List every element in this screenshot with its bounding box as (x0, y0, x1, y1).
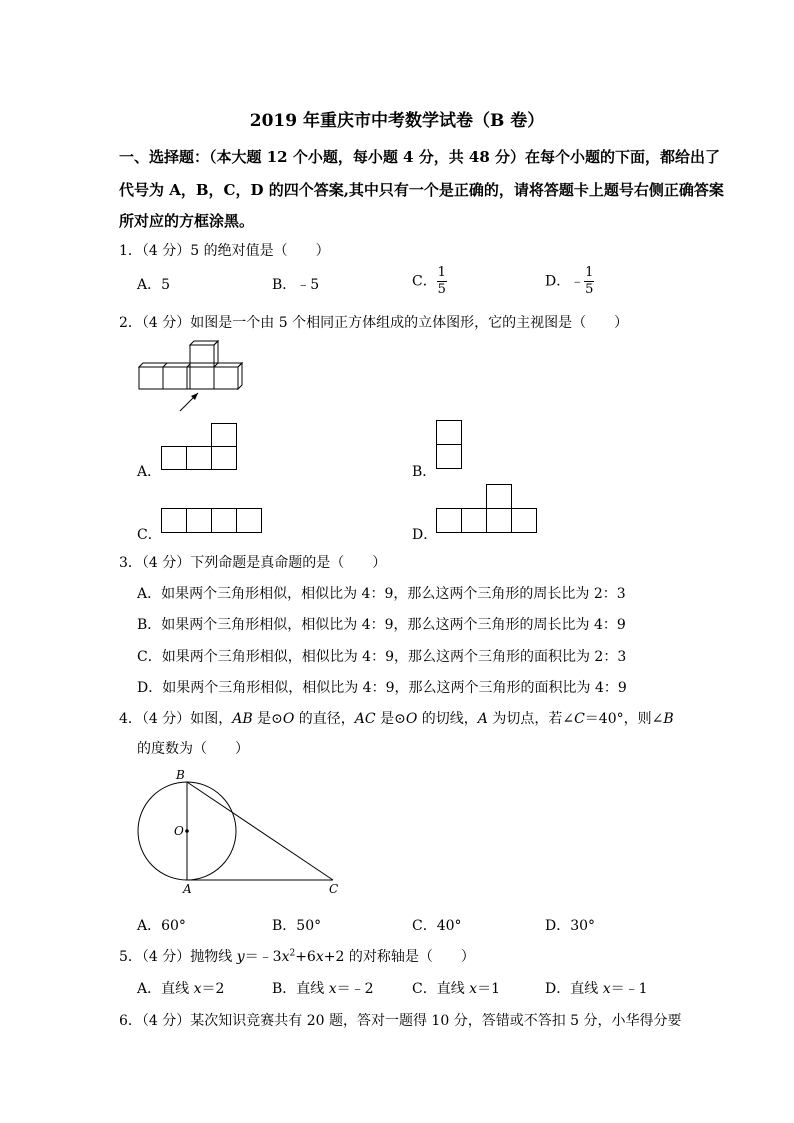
fraction-denominator: 5 (437, 282, 446, 297)
q4-option-a[interactable]: A．60° (137, 918, 186, 934)
text-run: A．直线 (137, 981, 194, 997)
q4-option-b[interactable]: B．50° (272, 918, 322, 934)
q3-option-c[interactable]: C．如果两个三角形相似，相似比为 4：9，那么这两个三角形的面积比为 2：3 (137, 649, 627, 665)
q2-option-d-view (436, 483, 540, 537)
q2-option-d[interactable]: D． (412, 527, 438, 543)
text-run: ＝﹣3 (244, 949, 282, 965)
point-c-label: C (329, 882, 339, 896)
point-o-label: O (174, 824, 184, 838)
text-run: B．直线 (272, 981, 329, 997)
var-o: O (405, 711, 418, 727)
var-b: B (663, 711, 674, 727)
question-3-stem: 3．（4 分）下列命题是真命题的是（ ） (119, 555, 387, 571)
var-x: x (315, 949, 324, 965)
text-run: D．直线 (545, 981, 603, 997)
q2-option-b-view (436, 420, 466, 472)
q2-option-c[interactable]: C． (137, 527, 162, 543)
question-1-stem: 1．（4 分）5 的绝对值是（ ） (119, 243, 330, 259)
q5-option-a[interactable] (137, 978, 224, 998)
text-run: ＝﹣1 (610, 981, 648, 997)
page-title: 2019 年重庆市中考数学试卷（B 卷） (249, 111, 545, 131)
question-4-stem-line-2: 的度数为（ ） (137, 741, 249, 757)
q3-option-b[interactable]: B．如果两个三角形相似，相似比为 4：9，那么这两个三角形的周长比为 4：9 (137, 617, 626, 633)
section-instruction-line-1: 一、选择题：（本大题 12 个小题，每小题 4 分，共 48 分）在每个小题的下面，都给出了 (119, 148, 721, 166)
q1-option-d[interactable] (545, 266, 594, 297)
question-6-stem: 6．（4 分）某次知识竞赛共有 20 题，答对一题得 10 分，答错或不答扣 5 分，小华得分要 (119, 1013, 682, 1029)
q1-option-c[interactable] (412, 266, 447, 297)
q2-option-a-view (161, 423, 241, 471)
var-a: A (477, 711, 488, 727)
point-b-label: B (176, 768, 185, 782)
text-run: ＝﹣2 (336, 981, 374, 997)
q1-option-c-fraction (437, 266, 447, 297)
text-run: 是⊙ (252, 711, 283, 727)
question-2-stem: 2．（4 分）如图是一个由 5 个相同正方体组成的立体图形，它的主视图是（ ） (119, 315, 629, 331)
text-run: 5．（4 分）抛物线 (119, 949, 237, 965)
text-run: 4．（4 分）如图， (119, 711, 233, 727)
var-c: C (574, 711, 585, 727)
var-x: x (193, 981, 202, 997)
text-run: C．直线 (412, 981, 470, 997)
text-run: 是⊙ (375, 711, 406, 727)
var-x: x (328, 981, 337, 997)
point-a-label: A (183, 882, 192, 896)
var-y: y (236, 949, 245, 965)
fraction-denominator: 5 (585, 282, 594, 297)
fraction-numerator: 1 (585, 265, 594, 280)
var-ac: AC (354, 711, 376, 727)
var-x: x (469, 981, 478, 997)
q3-option-d[interactable]: D．如果两个三角形相似，相似比为 4：9，那么这两个三角形的面积比为 4：9 (137, 680, 627, 696)
var-x: x (281, 949, 290, 965)
q2-option-a[interactable]: A． (137, 464, 162, 480)
question-5-stem (119, 946, 475, 966)
var-x: x (602, 981, 611, 997)
circle-tangent-figure (130, 765, 350, 895)
cube-solid-figure (130, 335, 250, 415)
section-instruction-line-2: 代号为 A，B，C，D 的四个答案,其中只有一个是正确的，请将答题卡上题号右侧正确答案 (119, 181, 724, 199)
text-run: +6 (295, 949, 316, 965)
q3-option-a[interactable]: A．如果两个三角形相似，相似比为 4：9，那么这两个三角形的周长比为 2：3 (137, 586, 626, 602)
text-run: ＝40°，则∠ (584, 711, 664, 727)
var-o: O (282, 711, 295, 727)
text-run: ＝2 (201, 981, 225, 997)
q1-option-d-label: D．﹣ (545, 273, 585, 290)
text-run: 的直径， (294, 711, 355, 727)
section-instruction-line-3: 所对应的方框涂黑。 (119, 212, 255, 230)
q5-option-c[interactable] (412, 978, 500, 998)
q4-option-d[interactable]: D．30° (545, 918, 596, 934)
q5-option-b[interactable] (272, 978, 374, 998)
q2-option-c-view (161, 508, 265, 536)
q1-option-b[interactable]: B．﹣5 (272, 277, 320, 293)
exponent: 2 (289, 948, 296, 959)
question-4-stem-line-1 (119, 708, 674, 728)
q4-option-c[interactable]: C．40° (412, 918, 462, 934)
q2-option-b[interactable]: B． (412, 464, 437, 480)
text-run: ＝1 (477, 981, 500, 997)
q1-option-d-fraction (584, 266, 594, 297)
text-run: 为切点，若∠ (487, 711, 575, 727)
fraction-numerator: 1 (437, 265, 446, 280)
text-run: 的切线， (417, 711, 478, 727)
text-run: +2 的对称轴是（ ） (323, 949, 475, 965)
var-ab: AB (232, 711, 253, 727)
q1-option-c-label: C． (412, 273, 437, 290)
q1-option-a[interactable]: A．5 (137, 277, 171, 293)
q5-option-d[interactable] (545, 978, 648, 998)
